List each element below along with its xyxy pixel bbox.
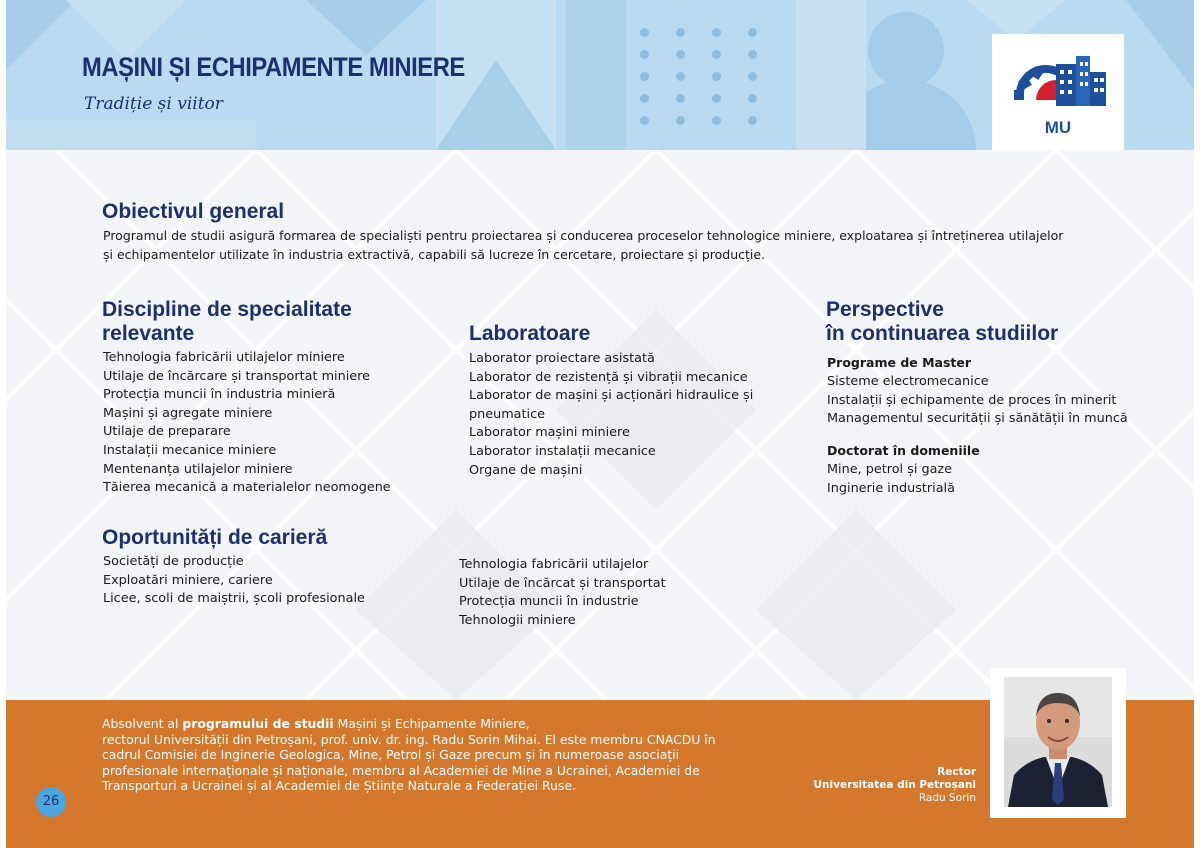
footer-text-bold: programului de studii xyxy=(182,716,334,731)
list-item: Utilaje de încărcat și transportat xyxy=(459,575,666,591)
list-item: Exploatări miniere, cariere xyxy=(103,572,273,588)
list-item: Managementul securității și sănătății în muncă xyxy=(827,411,1128,427)
objective-title: Obiectivul general xyxy=(102,200,285,223)
list-item: Tehnologii miniere xyxy=(459,612,576,628)
footer-line: rectorul Universității din Petroșani, prof. univ. dr. ing. Radu Sorin Mihai. El este membru CNACDU în xyxy=(102,731,716,747)
graduate-description xyxy=(102,716,752,794)
caption-org: Universitatea din Petroșani xyxy=(813,779,976,791)
list-item: Tehnologia fabricării utilajelor xyxy=(459,557,649,572)
rector-portrait xyxy=(1004,677,1112,807)
master-title: Programe de Master xyxy=(827,355,972,370)
brochure-page xyxy=(6,0,1194,848)
perspective-title-line: în continuarea studiilor xyxy=(826,322,1059,345)
photo-caption xyxy=(814,766,976,805)
master-list xyxy=(827,373,1128,429)
list-item: Laborator de mașini și acționări hidraulice și xyxy=(469,388,754,404)
objective-line: Programul de studii asigură formarea de specialiști pentru proiectarea și conducerea proceselor tehnologice miniere, exploatarea și întreținerea utilajelor xyxy=(103,228,1064,243)
portrait-card xyxy=(990,668,1126,818)
list-item: Instalații și echipamente de proces în minerit xyxy=(827,392,1117,408)
footer-line: Transporturi a Ucrainei și al Academiei de Științe Naturale a Federației Ruse. xyxy=(102,778,576,794)
list-item: Sisteme electromecanice xyxy=(827,374,989,389)
careers-title: Oportunități de carieră xyxy=(102,526,328,549)
list-item: Protecția muncii în industrie xyxy=(459,594,639,610)
careers-list xyxy=(103,553,365,609)
perspective-title xyxy=(826,298,1058,346)
list-item: Mașini și agregate miniere xyxy=(103,405,273,421)
dot-grid-decoration xyxy=(636,20,766,130)
disciplines-title-line: relevante xyxy=(102,322,195,345)
labs-list xyxy=(469,350,753,480)
objective-text xyxy=(103,226,1123,264)
faculty-logo-card xyxy=(992,34,1124,150)
list-item: Laborator mașini miniere xyxy=(469,425,630,441)
gear-building-logo-icon xyxy=(992,34,1124,114)
list-item: Tăierea mecanică a materialelor neomogene xyxy=(103,480,391,496)
list-item: Licee, scoli de maiștrii, școli profesionale xyxy=(103,591,365,607)
page-subtitle: Tradiție și viitor xyxy=(84,94,223,114)
list-item: pneumatice xyxy=(469,406,546,422)
list-item: Organe de mașini xyxy=(469,462,583,478)
disciplines-list xyxy=(103,349,391,498)
objective-line: și echipamentelor utilizate în industria extractivă, capabili să lucreze în cercetare, proiectare și producție. xyxy=(103,247,766,262)
footer-band xyxy=(6,700,1194,848)
list-item: Utilaje de preparare xyxy=(103,424,231,440)
careers-list-right xyxy=(459,556,666,630)
list-item: Instalații mecanice miniere xyxy=(103,442,277,458)
footer-line: profesionale internaționale și naționale, membru al Academiei de Mine a Ucrainei, Academiei de xyxy=(102,762,700,778)
list-item: Societăți de producție xyxy=(103,554,244,569)
page-number-badge: 26 xyxy=(36,787,66,817)
footer-text-part: Absolvent al xyxy=(102,716,183,731)
list-item: Mine, petrol și gaze xyxy=(827,462,953,477)
caption-role: Rector xyxy=(937,766,976,778)
footer-line: cadrul Comisiei de Inginerie Geologica, Mine, Petrol și Gaze precum și în numeroase asociații xyxy=(102,747,680,763)
labs-title: Laboratoare xyxy=(469,322,591,345)
list-item: Inginerie industrială xyxy=(827,480,955,496)
page-title: MAȘINI ȘI ECHIPAMENTE MINIERE xyxy=(82,52,465,82)
list-item: Laborator instalații mecanice xyxy=(469,443,656,459)
list-item: Protecția muncii în industria minieră xyxy=(103,387,336,403)
doctorate-list xyxy=(827,461,955,498)
caption-name: Radu Sorin xyxy=(918,792,976,804)
disciplines-title-line: Discipline de specialitate xyxy=(102,298,352,321)
footer-text-part: Mașini și Echipamente Miniere, xyxy=(333,716,530,731)
disciplines-title xyxy=(102,298,352,346)
list-item: Laborator de rezistență și vibrații mecanice xyxy=(469,369,748,385)
perspective-title-line: Perspective xyxy=(826,298,944,321)
list-item: Mentenanța utilajelor miniere xyxy=(103,461,293,477)
logo-text: MU xyxy=(1044,118,1072,137)
list-item: Laborator proiectare asistată xyxy=(469,351,655,366)
doctorate-title: Doctorat în domeniile xyxy=(827,443,980,458)
list-item: Tehnologia fabricării utilajelor miniere xyxy=(103,350,345,365)
list-item: Utilaje de încărcare și transportat miniere xyxy=(103,368,370,384)
